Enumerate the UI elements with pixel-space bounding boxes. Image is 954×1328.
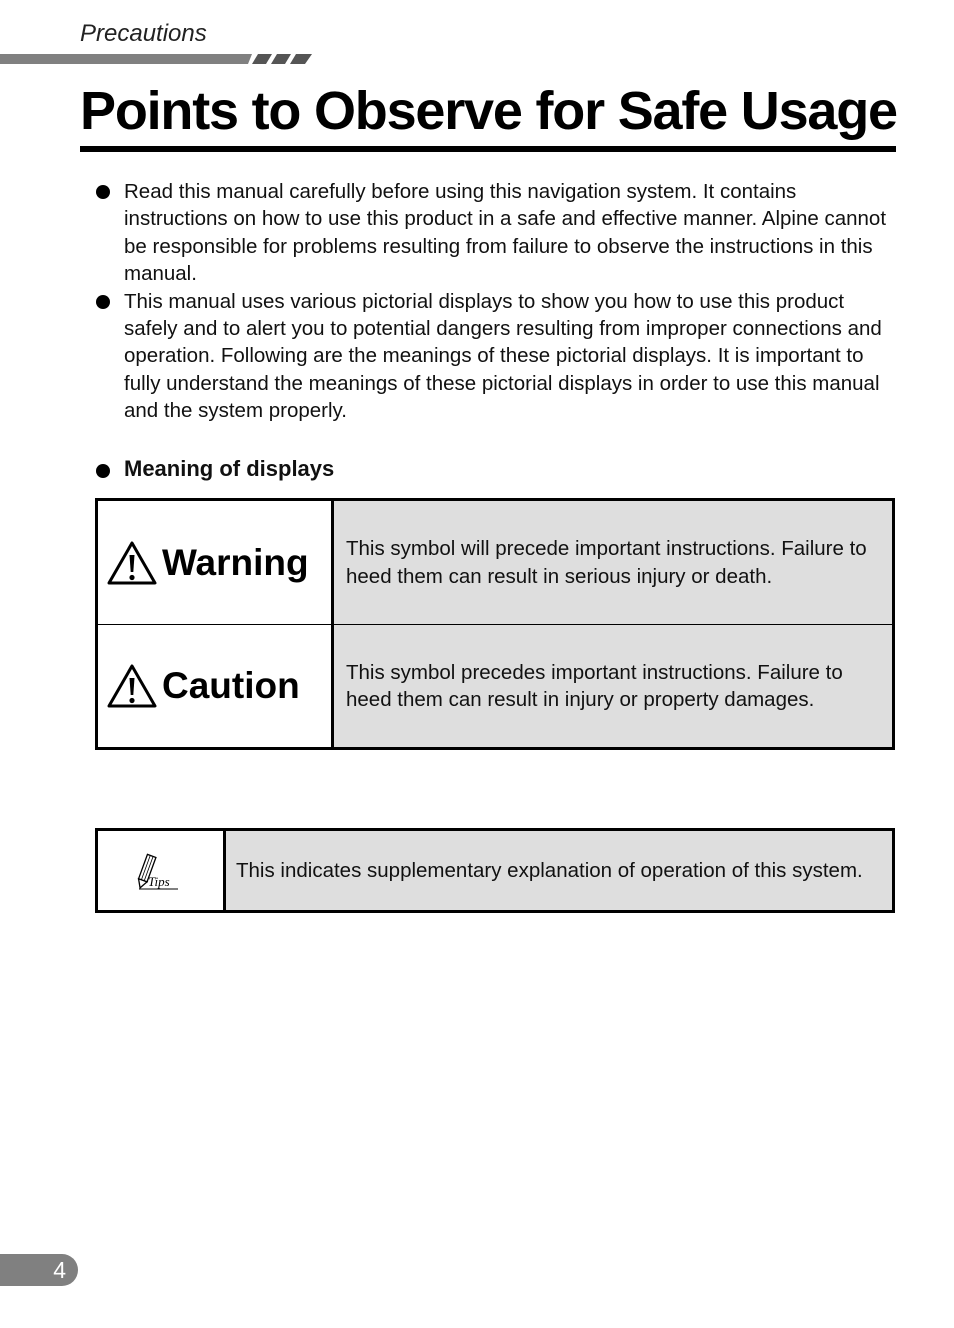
section-label: Precautions [80, 20, 207, 47]
list-item [96, 288, 886, 425]
bullet-icon [96, 464, 110, 478]
warning-triangle-icon [106, 663, 158, 709]
bullet-icon [96, 295, 110, 309]
tips-table [95, 828, 895, 913]
caution-label: Caution [162, 665, 300, 706]
header-rule [0, 52, 320, 66]
intro-bullet-list [96, 178, 886, 425]
page-number-tab [0, 1254, 78, 1286]
warning-triangle-icon [106, 540, 158, 586]
warning-label: Warning [162, 541, 309, 583]
table-row-caution [98, 625, 892, 747]
warning-description: This symbol will precede important instructions. Failure to heed them can result in serious injury or death. [334, 501, 892, 624]
tips-icon-cell [98, 831, 226, 910]
meaning-table [95, 498, 895, 750]
caution-description: This symbol precedes important instructions. Failure to heed them can result in injury or property damages. [334, 625, 892, 747]
bullet-text: Read this manual carefully before using this navigation system. It contains instructions on how to use this product in a safe and effective manner. Alpine cannot be responsible for problems resulting from failure to observe the instructions in this manual. [124, 180, 887, 286]
list-item [96, 178, 886, 288]
bullet-icon [96, 185, 110, 199]
bullet-text: This manual uses various pictorial displays to show you how to use this product safely and to alert you to potential dangers resulting from improper connections and operation. Following are the meanings of these pictorial displays. It is important to fully understand the meanings of these pictorial displays in order to use this manual and the system properly. [124, 289, 882, 423]
caution-symbol-cell [98, 625, 334, 747]
page-number: 4 [53, 1257, 66, 1283]
tips-icon-label: Tips [148, 874, 170, 889]
warning-symbol-cell [98, 501, 334, 624]
meaning-heading-text: Meaning of displays [124, 456, 335, 481]
table-row-warning [98, 501, 892, 627]
tips-description: This indicates supplementary explanation of operation of this system. [226, 831, 892, 910]
page-title: Points to Observe for Safe Usage [80, 81, 897, 141]
title-rule [80, 146, 896, 152]
meaning-heading [96, 456, 334, 482]
pencil-icon [134, 851, 182, 895]
